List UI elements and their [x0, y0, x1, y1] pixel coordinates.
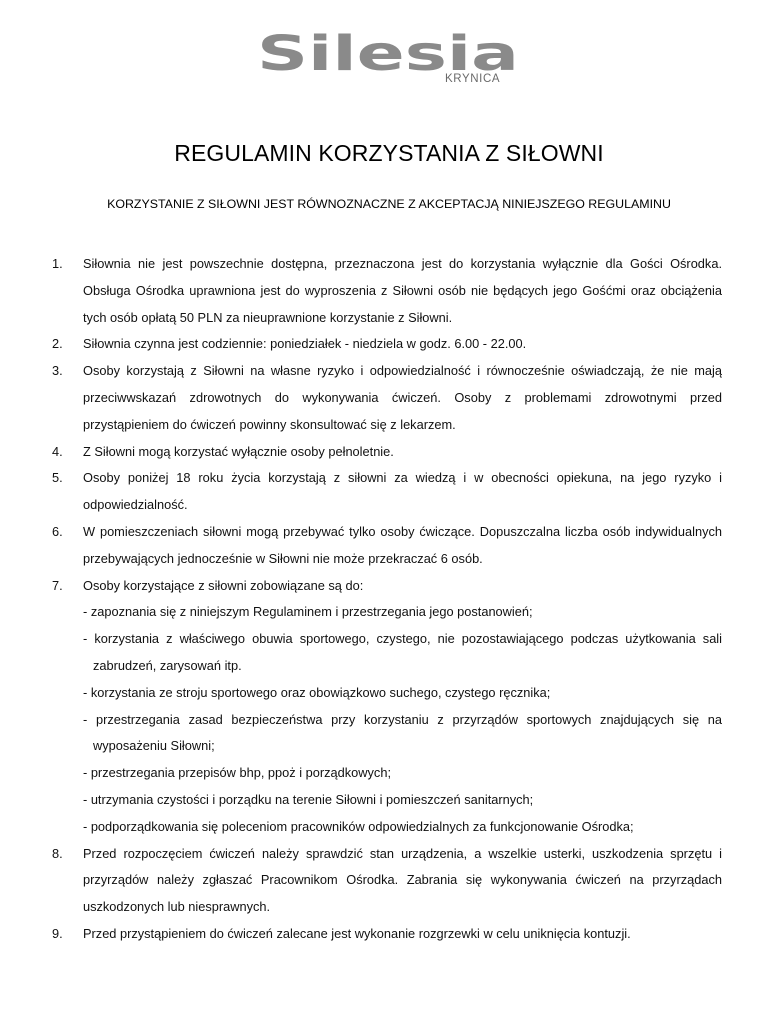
- rules-list: [52, 251, 722, 948]
- rule-subitem: - korzystania ze stroju sportowego oraz obowiązkowo suchego, czystego ręcznika;: [83, 684, 551, 700]
- rule-subitem: - przestrzegania zasad bezpieczeństwa przy korzystaniu z przyrządów sportowych znajdujących się na wyposażeniu Siłowni;: [83, 711, 722, 754]
- rule-item: [52, 841, 722, 921]
- rule-text: Przed przystąpieniem do ćwiczeń zalecane jest wykonanie rozgrzewki w celu uniknięcia kontuzji.: [83, 925, 631, 941]
- rule-number: 6.: [52, 523, 63, 539]
- rule-text: Przed rozpoczęciem ćwiczeń należy sprawdzić stan urządzenia, a wszelkie usterki, uszkodzenia sprzętu i przyrządów należy zgłaszać Pracownikom Ośrodka. Zabrania się wykonywania ćwiczeń na przyrządach uszkodzonych lub niesprawnych.: [83, 845, 722, 915]
- silesia-logo: [255, 26, 525, 86]
- rule-text: Osoby poniżej 18 roku życia korzystają z siłowni za wiedzą i w obecności opiekuna, na jego ryzyko i odpowiedzialność.: [83, 470, 722, 513]
- rule-subitem: - korzystania z właściwego obuwia sportowego, czystego, nie pozostawiającego podczas użytkowania sali zabrudzeń, zarysowań itp.: [83, 631, 722, 673]
- rule-number: 4.: [52, 443, 63, 459]
- rule-text: Siłownia nie jest powszechnie dostępna, przeznaczona jest do korzystania wyłącznie dla Gości Ośrodka. Obsługa Ośrodka uprawniona jest do wyproszenia z Siłowni osób nie będących jego Gośćmi oraz obciążenia tych osób opłatą 50 PLN za nieuprawnione korzystanie z Siłowni.: [83, 256, 722, 325]
- rule-subitem: - utrzymania czystości i porządku na terenie Siłowni i pomieszczeń sanitarnych;: [83, 791, 534, 807]
- rule-text: Z Siłowni mogą korzystać wyłącznie osoby pełnoletnie.: [83, 443, 394, 459]
- rule-number: 2.: [52, 336, 63, 352]
- rule-number: 9.: [52, 925, 63, 941]
- page-subtitle: KORZYSTANIE Z SIŁOWNI JEST RÓWNOZNACZNE Z AKCEPTACJĄ NINIEJSZEGO REGULAMINU: [107, 197, 671, 211]
- rule-item: [52, 465, 722, 519]
- rule-text: W pomieszczeniach siłowni mogą przebywać tylko osoby ćwiczące. Dopuszczalna liczba osób indywidualnych przebywających jednocześnie w Siłowni nie może przekraczać 6 osób.: [83, 523, 722, 566]
- rule-number: 7.: [52, 577, 63, 593]
- rule-subitem: - zapoznania się z niniejszym Regulaminem i przestrzegania jego postanowień;: [83, 604, 533, 620]
- rule-subitem: - przestrzegania przepisów bhp, ppoż i porządkowych;: [83, 765, 391, 781]
- rule-item: [52, 439, 722, 466]
- rule-text: Osoby korzystające z siłowni zobowiązane są do:: [83, 577, 364, 593]
- logo-wordmark: Silesia: [257, 26, 519, 82]
- rule-item: [52, 358, 722, 438]
- rule-item: [52, 921, 722, 948]
- rule-body-group: [83, 573, 722, 841]
- logo-subtitle: KRYNICA: [445, 73, 501, 85]
- rule-item: [52, 519, 722, 573]
- rule-number: 3.: [52, 363, 63, 379]
- rule-number: 1.: [52, 256, 63, 271]
- rule-subitem: - podporządkowania się poleceniom pracowników odpowiedzialnych za funkcjonowanie Ośrodka;: [83, 818, 634, 834]
- rule-text: Osoby korzystają z Siłowni na własne ryzyko i odpowiedzialność i równocześnie oświadczają, że nie mają przeciwwskazań zdrowotnych do wykonywania ćwiczeń. Osoby z problemami zdrowotnymi przed przystąpieniem do ćwiczeń powinny skonsultować się z lekarzem.: [83, 363, 722, 432]
- silesia-logo-graphic: [255, 26, 525, 86]
- rule-text: Siłownia czynna jest codziennie: poniedziałek - niedziela w godz. 6.00 - 22.00.: [83, 336, 527, 352]
- page-title: REGULAMIN KORZYSTANIA Z SIŁOWNI: [174, 140, 604, 166]
- rule-item: [52, 251, 722, 331]
- rule-number: 8.: [52, 845, 63, 861]
- rule-item: [52, 331, 722, 358]
- rule-number: 5.: [52, 470, 63, 486]
- rule-item: [52, 573, 722, 841]
- rule-subitems: [83, 599, 722, 840]
